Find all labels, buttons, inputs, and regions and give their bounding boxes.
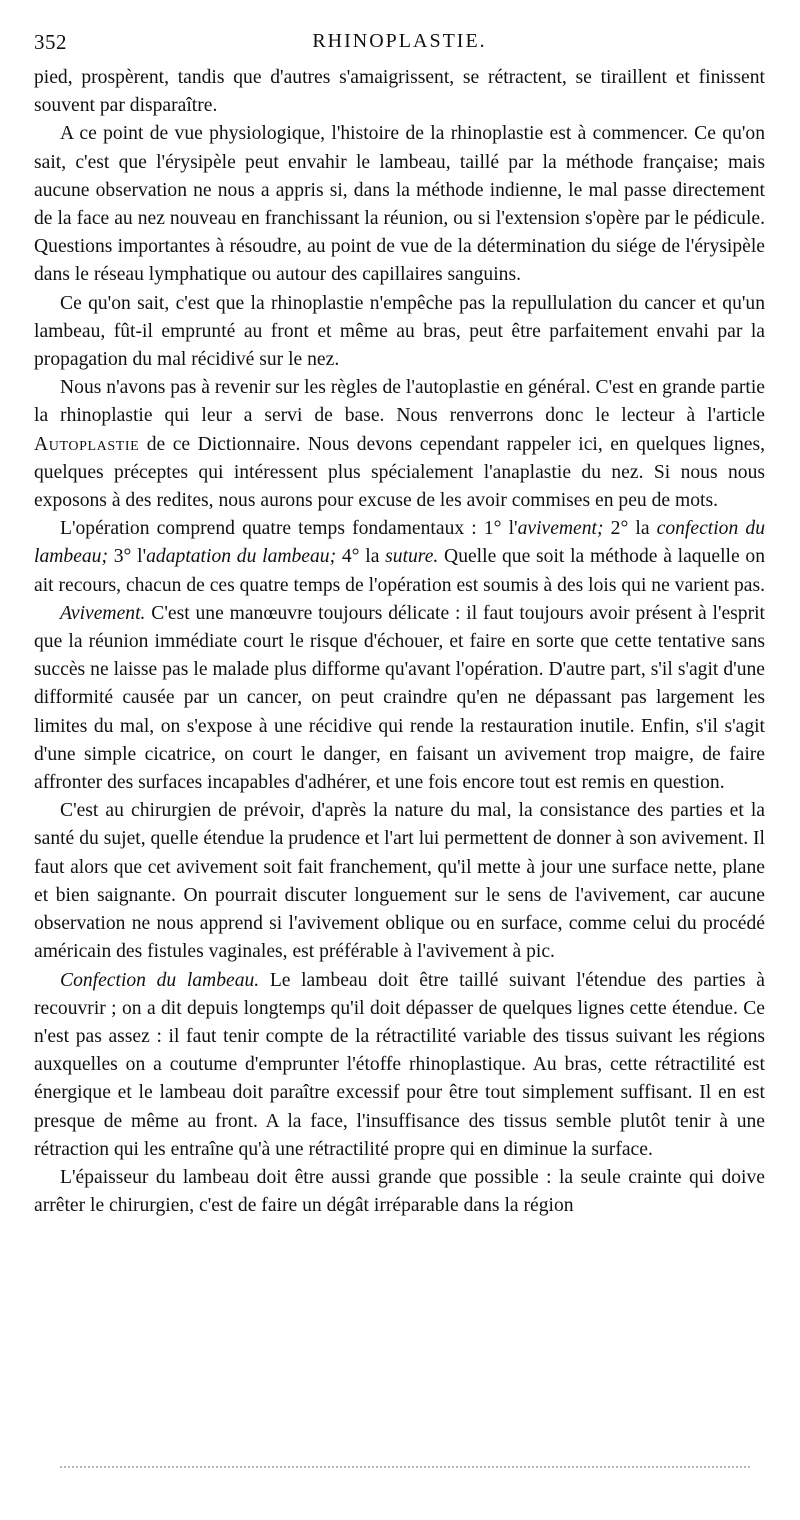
italic-text: suture. (385, 546, 439, 568)
italic-text: Confection du lambeau. (60, 969, 260, 991)
page-number: 352 (34, 30, 67, 54)
paragraph (34, 1164, 765, 1220)
book-page (34, 30, 765, 1220)
paragraph (34, 515, 765, 600)
paragraph (34, 600, 765, 797)
text-run: Le lambeau doit être taillé suivant l'étendue des parties à recouvrir ; on a dit depuis longtemps qu'il doit dépasser de quelques lignes cette étendue. Ce n'est pas assez : il faut tenir compte de la rétractilité variable des tissus suivant les régions auxquelles on a coutume d'emprunter l'étoffe rhinoplastique. Au bras, cette rétractilité est énergique et le lambeau doit paraître excessif pour être tout simplement suffisant. Il en est presque de même au front. A la face, l'insuffisance des tissus semble plutôt tenir à une rétraction qui les entraîne qu'à une rétractilité propre qui en diminue la surface. (34, 969, 766, 1160)
small-caps-text: Autoplastie (34, 433, 140, 455)
text-run: de ce Dictionnaire. Nous devons cependant rappeler ici, en quelques lignes, quelques préceptes qui intéressent plus spécialement l'anaplastie du nez. Si nous nous exposons à des redites, nous aurons pour excuse de les avoir commises en peu de mots. (34, 433, 765, 512)
text-run: C'est une manœuvre toujours délicate : il faut toujours avoir présent à l'esprit que la réunion immédiate court le risque d'échouer, et faire en sorte que cette tentative sans succès ne laisse pas le malade plus difforme qu'avant l'opération. D'autre part, s'il s'agit d'une difformité causée par un cancer, on peut craindre qu'en ne dépassant pas largement les limites du mal, on s'expose à une récidive qui rende la restauration inutile. Enfin, s'il s'agit d'une simple cicatrice, on court le danger, en faisant un avivement trop maigre, de faire affronter des surfaces incapables d'adhérer, et une fois encore tout est remis en question. (34, 602, 765, 794)
text-run: pied, prospèrent, tandis que d'autres s'amaigrissent, se rétractent, se tiraillent et finissent souvent par disparaître. (34, 67, 765, 117)
italic-text: Avivement. (60, 602, 146, 624)
body-text (34, 64, 765, 1220)
italic-text: avivement; (517, 518, 604, 540)
page-header (34, 30, 765, 64)
text-run: C'est au chirurgien de prévoir, d'après la nature du mal, la consistance des parties et la santé du sujet, quelle étendue la prudence et l'art lui permettent de donner à son avivement. Il faut alors que cet avivement soit fait franchement, qu'il mette à jour une surface nette, plane et bien saignante. On pourrait discuter longuement sur le sens de l'avivement, car aucune observation ne nous apprend si l'avivement oblique ou en surface, comme celui du procédé américain des fistules vaginales, est préférable à l'avivement à pic. (34, 800, 765, 963)
paragraph (34, 797, 765, 966)
bottom-dotted-rule (60, 1466, 750, 1468)
text-run: Nous n'avons pas à revenir sur les règles de l'autoplastie en général. C'est en grande partie la rhinoplastie qui leur a servi de base. Nous renverrons donc le lecteur à l'article (34, 377, 765, 427)
text-run: Ce qu'on sait, c'est que la rhinoplastie n'empêche pas la repullulation du cancer et qu'un lambeau, fût-il emprunté au front et même au bras, peut être parfaitement envahi par la propagation du mal récidivé sur le nez. (34, 292, 765, 371)
paragraph (34, 64, 765, 120)
paragraph (34, 374, 765, 515)
text-run: Quelle que soit la méthode à laquelle on ait recours, chacun de ces quatre temps de l'opération est soumis à des lois qui ne varient pas. (34, 546, 766, 596)
paragraph (34, 120, 765, 289)
italic-text: adaptation du lambeau; (146, 546, 337, 568)
running-title: RHINOPLASTIE. (312, 30, 487, 52)
paragraph (34, 290, 765, 375)
text-run: L'opération comprend quatre temps fondamentaux : 1° l' (60, 518, 518, 540)
text-run: 4° la (336, 546, 386, 568)
paragraph (34, 967, 765, 1164)
text-run: 2° la (603, 518, 657, 540)
text-run: A ce point de vue physiologique, l'histoire de la rhinoplastie est à commencer. Ce qu'on sait, c'est que l'érysipèle peut envahir le lambeau, taillé par la méthode française; mais aucune observation ne nous a appris si, dans la méthode indienne, le mal passe directement de la face au nez nouveau en franchissant la réunion, ou si l'extension s'opère par le pédicule. Questions importantes à résoudre, au point de vue de la détermination du siége de l'érysipèle dans le réseau lymphatique ou autour des capillaires sanguins. (34, 123, 765, 286)
text-run: 3° l' (108, 546, 147, 568)
text-run: L'épaisseur du lambeau doit être aussi grande que possible : la seule crainte qui doive arrêter le chirurgien, c'est de faire un dégât irréparable dans la région (34, 1166, 765, 1217)
italic-text: confection du lambeau; (34, 518, 765, 568)
